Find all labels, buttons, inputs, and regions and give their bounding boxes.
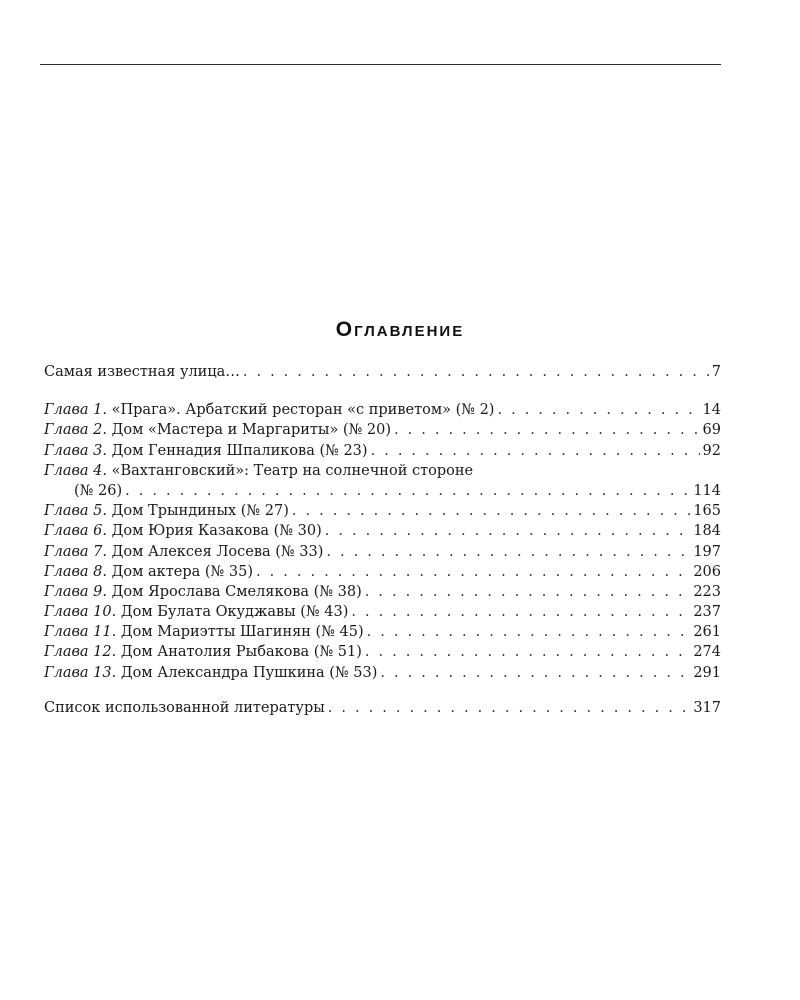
dot-leader bbox=[325, 521, 691, 541]
chapter-label: Глава 7. bbox=[44, 543, 108, 560]
chapter-title: «Вахтанговский»: Театр на солнечной стороне bbox=[107, 462, 474, 479]
toc-entry-chapter-4-continuation[interactable] bbox=[44, 481, 721, 501]
dot-leader bbox=[367, 622, 691, 642]
chapter-title: Дом Юрия Казакова (№ 30) bbox=[107, 523, 322, 540]
toc-entry-chapter-6[interactable] bbox=[44, 521, 721, 541]
dot-leader bbox=[380, 663, 690, 683]
header-rule bbox=[40, 64, 721, 65]
dot-leader bbox=[365, 582, 691, 602]
page-title: Оглавление bbox=[335, 318, 465, 341]
toc-page-number: 261 bbox=[693, 624, 721, 641]
toc-page-number: 206 bbox=[693, 563, 721, 580]
chapter-label: Глава 1. bbox=[44, 402, 108, 419]
chapter-title: Дом Мариэтты Шагинян (№ 45) bbox=[116, 624, 364, 641]
dot-leader bbox=[497, 400, 699, 420]
toc-entry-chapter-1[interactable] bbox=[44, 400, 721, 420]
toc-entry-text: Список использованной литературы bbox=[44, 699, 325, 716]
toc-entry-chapter-10[interactable] bbox=[44, 602, 721, 622]
dot-leader bbox=[328, 698, 691, 718]
toc-entry-chapter-11[interactable] bbox=[44, 622, 721, 642]
toc-page-number: 14 bbox=[702, 402, 721, 419]
dot-leader bbox=[365, 642, 690, 662]
chapter-label: Глава 8. bbox=[44, 563, 108, 580]
toc-page-number: 291 bbox=[693, 664, 721, 681]
chapter-label: Глава 2. bbox=[44, 422, 108, 439]
toc-entry-intro[interactable] bbox=[44, 362, 721, 382]
spacer bbox=[44, 382, 721, 400]
toc-entry-chapter-4[interactable] bbox=[44, 461, 721, 481]
toc-entry-bibliography[interactable] bbox=[44, 698, 721, 718]
toc-entry-chapter-7[interactable] bbox=[44, 542, 721, 562]
chapter-title: «Прага». Арбатский ресторан «с приветом» (№ 2) bbox=[107, 402, 495, 419]
toc-page-number: 184 bbox=[693, 523, 721, 540]
chapter-label: Глава 4. bbox=[44, 462, 108, 479]
chapter-label: Глава 3. bbox=[44, 442, 108, 459]
chapter-title: Дом Булата Окуджавы (№ 43) bbox=[116, 604, 349, 621]
chapter-title: Дом Трындиных (№ 27) bbox=[107, 503, 289, 520]
toc-entry-chapter-5[interactable] bbox=[44, 501, 721, 521]
chapter-title: Дом Геннадия Шпаликова (№ 23) bbox=[107, 442, 368, 459]
dot-leader bbox=[292, 501, 690, 521]
toc-page-number: 7 bbox=[711, 364, 721, 380]
dot-leader bbox=[394, 420, 700, 440]
chapter-title: Дом актера (№ 35) bbox=[107, 563, 253, 580]
toc-page-number: 197 bbox=[693, 543, 721, 560]
toc-entry-chapter-13[interactable] bbox=[44, 663, 721, 683]
chapter-label: Глава 12. bbox=[44, 644, 117, 661]
chapter-label: Глава 13. bbox=[44, 664, 117, 681]
chapter-title-continuation: (№ 26) bbox=[74, 482, 123, 499]
dot-leader bbox=[351, 602, 690, 622]
chapter-label: Глава 9. bbox=[44, 583, 108, 600]
dot-leader bbox=[371, 441, 700, 461]
chapter-label: Глава 11. bbox=[44, 624, 117, 641]
toc-entry-chapter-12[interactable] bbox=[44, 642, 721, 662]
chapter-label: Глава 5. bbox=[44, 503, 108, 520]
toc-entry-chapter-2[interactable] bbox=[44, 420, 721, 440]
toc-entry-chapter-3[interactable] bbox=[44, 441, 721, 461]
chapter-title: Дом Ярослава Смелякова (№ 38) bbox=[107, 583, 362, 600]
toc-page-number: 317 bbox=[693, 699, 721, 716]
table-of-contents bbox=[44, 362, 721, 718]
toc-page-number: 69 bbox=[702, 422, 721, 439]
chapter-label: Глава 10. bbox=[44, 604, 117, 621]
toc-page-number: 114 bbox=[693, 482, 721, 499]
dot-leader bbox=[326, 542, 690, 562]
dot-leader bbox=[256, 562, 690, 582]
chapter-title: Дом Александра Пушкина (№ 53) bbox=[116, 664, 378, 681]
toc-entry-text: Самая известная улица… bbox=[44, 364, 240, 380]
chapter-title: Дом Анатолия Рыбакова (№ 51) bbox=[116, 644, 362, 661]
toc-page-number: 92 bbox=[702, 442, 721, 459]
toc-entry-chapter-9[interactable] bbox=[44, 582, 721, 602]
toc-page-number: 237 bbox=[693, 604, 721, 621]
spacer bbox=[44, 683, 721, 698]
toc-page-number: 165 bbox=[693, 503, 721, 520]
dot-leader bbox=[125, 481, 690, 501]
chapter-title: Дом «Мастера и Маргариты» (№ 20) bbox=[107, 422, 392, 439]
dot-leader bbox=[243, 362, 709, 382]
chapter-label: Глава 6. bbox=[44, 523, 108, 540]
chapter-title: Дом Алексея Лосева (№ 33) bbox=[107, 543, 324, 560]
toc-entry-chapter-8[interactable] bbox=[44, 562, 721, 582]
toc-page-number: 223 bbox=[693, 583, 721, 600]
toc-page-number: 274 bbox=[693, 644, 721, 661]
